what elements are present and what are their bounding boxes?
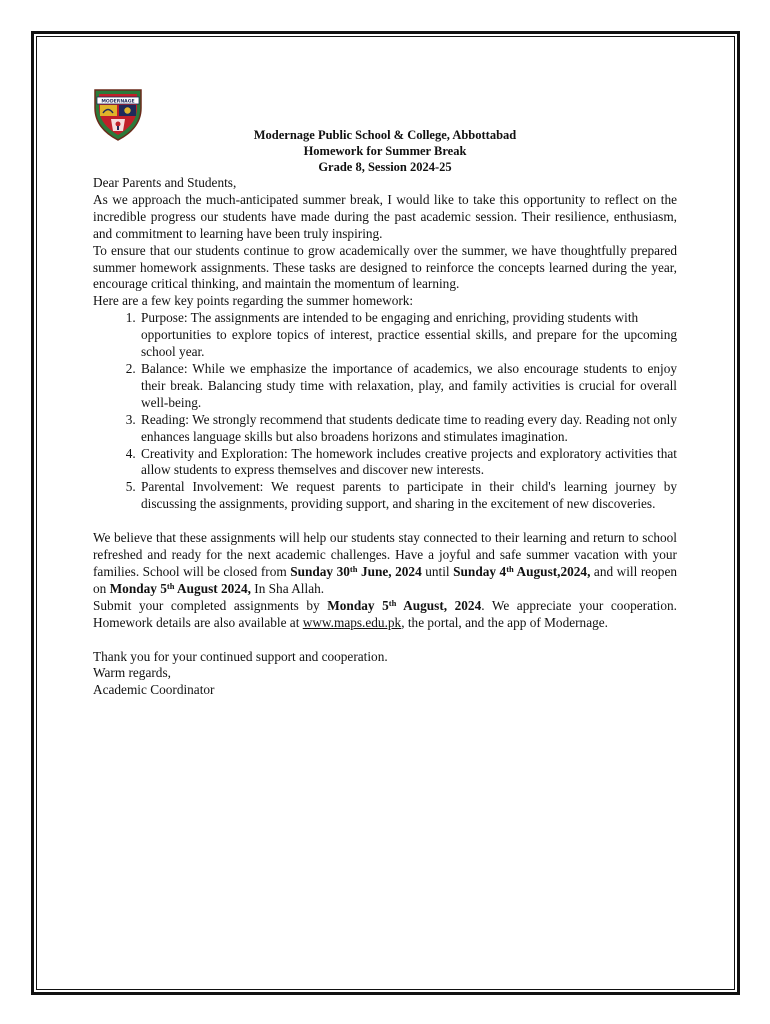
point-text: Creativity and Exploration: The homework includes creative projects and exploratory activities that allow students to express themselves and discover new interests.: [141, 445, 677, 478]
salutation: Dear Parents and Students,: [93, 175, 237, 190]
key-points-list: [93, 310, 677, 513]
thanks-line: Thank you for your continued support and cooperation.: [93, 648, 388, 664]
letter-header: [93, 127, 677, 175]
point-text-continued: opportunities to explore topics of interest, practice essential skills, and prepare for the upcoming school year.: [141, 327, 677, 360]
reopen-date: Monday 5th August 2024,: [109, 580, 251, 596]
list-item: [139, 412, 677, 446]
closure-start-date: Sunday 30th June, 2024: [290, 563, 422, 579]
closing-paragraph: We believe that these assignments will help our students stay connected to their learning and return to school refreshed and ready for the next academic challenges. Have a joyful and safe summer vacation with your families. School will be closed from Sunday 30th June, 2024 until Sunday 4th August,2024, and will reopen on Monday 5th August 2024, In Sha Allah.: [93, 530, 678, 596]
school-name: Modernage Public School & College, Abbottabad: [253, 128, 517, 142]
intro-paragraph: As we approach the much-anticipated summer break, I would like to take this opportunity to reflect on the incredible progress our students have made during the past academic session. Their resilience, enthusiasm, and commitment to learning have been truly inspiring.: [93, 191, 677, 241]
point-text: Purpose: The assignments are intended to be engaging and enriching, providing students with: [141, 310, 639, 326]
grade-session: Grade 8, Session 2024-25: [318, 160, 452, 174]
list-item: [139, 361, 677, 412]
list-item: [139, 310, 677, 361]
regards-line: Warm regards,: [93, 665, 171, 681]
list-item: [139, 446, 677, 480]
closure-end-date: Sunday 4th August,2024,: [453, 563, 591, 579]
document-title: Homework for Summer Break: [303, 144, 467, 158]
list-item: [139, 479, 677, 513]
point-text: Balance: While we emphasize the importance of academics, we also encourage students to enjoy their break. Balancing study time with relaxation, play, and family activities is crucial for overall well-being.: [141, 360, 677, 410]
submit-paragraph: Submit your completed assignments by Monday 5th August, 2024. We appreciate your cooperation. Homework details are also available at www.maps.edu.pk, the portal, and the app of Modernage.: [93, 597, 677, 630]
signature: Academic Coordinator: [93, 682, 215, 698]
closing-text: We believe that these assignments will help our students stay connected to their learning and return to school refreshed and ready for the next academic challenges. Have a joyful and safe summer vacation with your families. School will be closed from: [93, 530, 677, 579]
crest-banner: MODERNAGE: [101, 99, 135, 105]
website-link[interactable]: www.maps.edu.pk: [302, 614, 402, 630]
point-text: Reading: We strongly recommend that students dedicate time to reading every day. Reading not only enhances language skills but also broadens horizons and stimulates imagination.: [141, 411, 677, 444]
list-intro: Here are a few key points regarding the summer homework:: [93, 293, 414, 309]
purpose-paragraph: To ensure that our students continue to grow academically over the summer, we have thoughtfully prepared summer homework assignments. These tasks are designed to reinforce the concepts learned during the year, encourage critical thinking, and maintain the momentum of learning.: [93, 242, 677, 292]
letter-body: [93, 127, 677, 699]
point-text: Parental Involvement: We request parents to participate in their child's learning journey by discussing the assignments, providing support, and sharing in the excitement of new discoveries.: [141, 479, 677, 512]
submission-date: Monday 5th August, 2024: [327, 597, 482, 613]
